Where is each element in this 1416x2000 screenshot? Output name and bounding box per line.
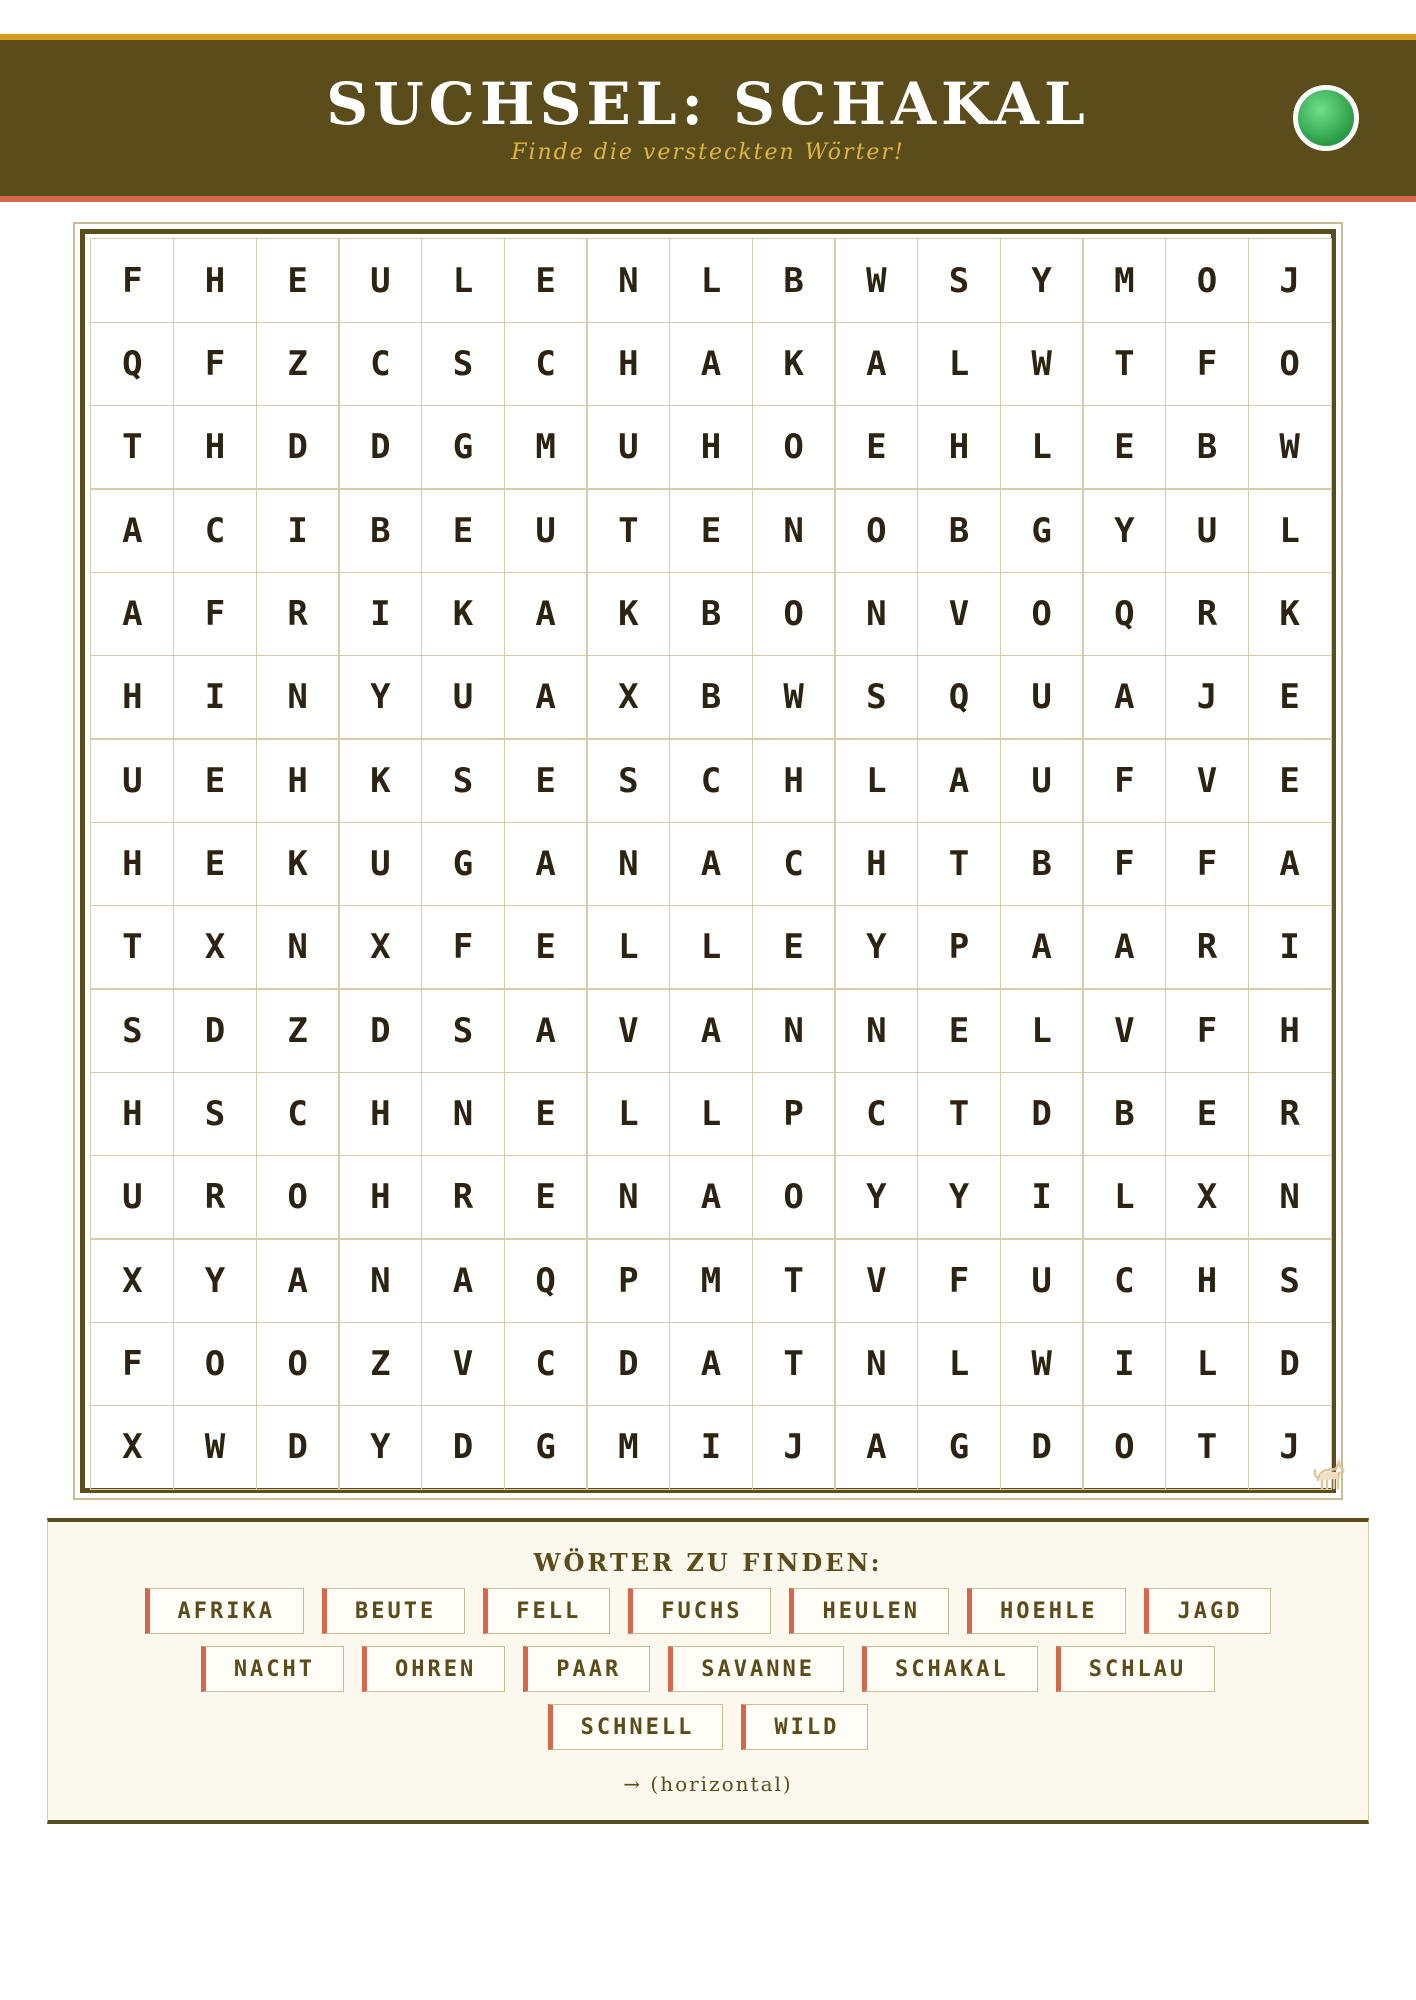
grid-cell[interactable]: O [1248, 322, 1332, 407]
grid-cell[interactable]: U [1000, 738, 1084, 823]
grid-cell[interactable]: I [1000, 1155, 1084, 1240]
grid-cell[interactable]: N [834, 988, 918, 1073]
grid-cell[interactable]: A [1000, 905, 1084, 990]
word-chip: SCHNELL [548, 1704, 724, 1750]
grid-cell[interactable]: Q [504, 1238, 588, 1323]
grid-cell[interactable]: H [90, 822, 174, 907]
grid-cell[interactable]: K [421, 572, 505, 657]
grid-cell[interactable]: N [586, 238, 670, 323]
grid-cell[interactable]: L [1000, 405, 1084, 490]
grid-cell[interactable]: R [1248, 1072, 1332, 1157]
word-chip: WILD [741, 1704, 868, 1750]
grid-cell[interactable]: A [421, 1238, 505, 1323]
grid-cell[interactable]: W [1000, 322, 1084, 407]
grid-cell[interactable]: I [1082, 1322, 1166, 1407]
grid-cell[interactable]: V [917, 572, 1001, 657]
grid-cell[interactable]: D [1000, 1072, 1084, 1157]
grid-cell[interactable]: L [669, 238, 753, 323]
grid-cell[interactable]: X [1165, 1155, 1249, 1240]
grid-cell[interactable]: B [917, 488, 1001, 573]
grid-cell[interactable]: D [1000, 1405, 1084, 1490]
grid-cell[interactable]: D [421, 1405, 505, 1490]
grid-cell[interactable]: Y [1000, 238, 1084, 323]
grid-cell[interactable]: H [338, 1072, 422, 1157]
grid-cell[interactable]: B [1000, 822, 1084, 907]
grid-cell[interactable]: D [1248, 1322, 1332, 1407]
grid-cell[interactable]: Y [173, 1238, 257, 1323]
grid-cell[interactable]: F [1165, 988, 1249, 1073]
grid-cell[interactable]: E [256, 238, 340, 323]
grid-cell[interactable]: S [1248, 1238, 1332, 1323]
grid-cell[interactable]: D [586, 1322, 670, 1407]
grid-cell[interactable]: J [1165, 655, 1249, 740]
grid-cell[interactable]: I [256, 488, 340, 573]
grid-cell[interactable]: M [504, 405, 588, 490]
grid-cell[interactable]: U [338, 822, 422, 907]
grid-cell[interactable]: B [669, 655, 753, 740]
word-chip: NACHT [201, 1646, 344, 1692]
grid-cell[interactable]: M [669, 1238, 753, 1323]
grid-cell[interactable]: S [586, 738, 670, 823]
grid-cell[interactable]: Y [338, 655, 422, 740]
grid-cell[interactable]: I [1248, 905, 1332, 990]
grid-cell[interactable]: T [752, 1238, 836, 1323]
word-chip: AFRIKA [145, 1588, 304, 1634]
grid-cell[interactable]: Q [90, 322, 174, 407]
grid-cell[interactable]: U [338, 238, 422, 323]
grid-cell[interactable]: S [421, 988, 505, 1073]
grid-cell[interactable]: L [1165, 1322, 1249, 1407]
grid-cell[interactable]: I [173, 655, 257, 740]
grid-cell[interactable]: D [256, 405, 340, 490]
grid-cell[interactable]: L [669, 1072, 753, 1157]
grid-cell[interactable]: E [1248, 655, 1332, 740]
grid-cell[interactable]: B [1082, 1072, 1166, 1157]
grid-cell[interactable]: J [1248, 1405, 1332, 1490]
grid-cell[interactable]: Z [256, 988, 340, 1073]
grid-cell[interactable]: K [338, 738, 422, 823]
grid-cell[interactable]: T [1082, 322, 1166, 407]
grid-cell[interactable]: G [421, 405, 505, 490]
grid-cell[interactable]: L [917, 322, 1001, 407]
word-chip: PAAR [523, 1646, 650, 1692]
grid-cell[interactable]: A [1082, 655, 1166, 740]
grid-cell[interactable]: N [834, 572, 918, 657]
grid-cell[interactable]: T [1165, 1405, 1249, 1490]
grid-cell[interactable]: T [586, 488, 670, 573]
grid-cell[interactable]: R [256, 572, 340, 657]
grid-cell[interactable]: N [752, 488, 836, 573]
grid-cell[interactable]: A [504, 988, 588, 1073]
grid-cell[interactable]: S [421, 738, 505, 823]
word-chip: JAGD [1144, 1588, 1271, 1634]
grid-cell[interactable]: E [504, 1155, 588, 1240]
grid-cell[interactable]: O [752, 572, 836, 657]
puzzle-frame [73, 222, 1343, 1500]
grid-cell[interactable]: E [1082, 405, 1166, 490]
word-chip: FELL [483, 1588, 610, 1634]
grid-cell[interactable]: S [834, 655, 918, 740]
grid-cell[interactable]: N [1248, 1155, 1332, 1240]
word-list-panel [47, 1518, 1369, 1824]
grid-cell[interactable]: D [338, 405, 422, 490]
grid-cell[interactable]: O [1082, 1405, 1166, 1490]
grid-cell[interactable]: D [256, 1405, 340, 1490]
grid-cell[interactable]: L [1082, 1155, 1166, 1240]
grid-cell[interactable]: H [90, 655, 174, 740]
grid-cell[interactable]: V [1082, 988, 1166, 1073]
grid-cell[interactable]: A [669, 822, 753, 907]
grid-cell[interactable]: Y [1082, 488, 1166, 573]
grid-cell[interactable]: E [917, 988, 1001, 1073]
grid-cell[interactable]: U [1165, 488, 1249, 573]
word-chip: SCHAKAL [862, 1646, 1038, 1692]
grid-cell[interactable]: B [752, 238, 836, 323]
grid-cell[interactable]: L [669, 905, 753, 990]
grid-cell[interactable]: O [173, 1322, 257, 1407]
grid-cell[interactable]: Y [834, 905, 918, 990]
word-chip: FUCHS [628, 1588, 771, 1634]
grid-cell[interactable]: A [669, 1155, 753, 1240]
word-chip: SAVANNE [668, 1646, 844, 1692]
grid-cell[interactable]: C [504, 322, 588, 407]
grid-cell[interactable]: Q [1082, 572, 1166, 657]
grid-cell[interactable]: X [173, 905, 257, 990]
grid-cell[interactable]: F [90, 238, 174, 323]
grid-cell[interactable]: H [338, 1155, 422, 1240]
grid-cell[interactable]: E [504, 738, 588, 823]
grid-cell[interactable]: W [1000, 1322, 1084, 1407]
grid-cell[interactable]: E [752, 905, 836, 990]
grid-cell[interactable]: W [752, 655, 836, 740]
grid-cell[interactable]: A [669, 322, 753, 407]
grid-cell[interactable]: W [173, 1405, 257, 1490]
word-chip: BEUTE [322, 1588, 465, 1634]
grid-cell[interactable]: A [504, 655, 588, 740]
grid-cell[interactable]: C [504, 1322, 588, 1407]
grid-cell[interactable]: R [173, 1155, 257, 1240]
grid-cell[interactable]: Z [338, 1322, 422, 1407]
grid-cell[interactable]: L [1248, 488, 1332, 573]
grid-cell[interactable]: K [752, 322, 836, 407]
grid-cell[interactable]: Y [338, 1405, 422, 1490]
grid-cell[interactable]: O [1165, 238, 1249, 323]
grid-cell[interactable]: F [917, 1238, 1001, 1323]
grid-cell[interactable]: M [1082, 238, 1166, 323]
grid-cell[interactable]: G [1000, 488, 1084, 573]
grid-cell[interactable]: B [1165, 405, 1249, 490]
grid-cell[interactable]: F [1165, 822, 1249, 907]
grid-cell[interactable]: I [338, 572, 422, 657]
grid-cell[interactable]: N [256, 905, 340, 990]
grid-cell[interactable]: C [752, 822, 836, 907]
grid-cell[interactable]: E [504, 905, 588, 990]
grid-cell[interactable]: A [504, 822, 588, 907]
grid-cell[interactable]: I [669, 1405, 753, 1490]
grid-cell[interactable]: L [421, 238, 505, 323]
grid-cell[interactable]: F [1082, 822, 1166, 907]
page-title: SUCHSEL: SCHAKAL [326, 70, 1090, 138]
grid-cell[interactable]: S [917, 238, 1001, 323]
grid-cell[interactable]: A [504, 572, 588, 657]
grid-cell[interactable]: U [1000, 1238, 1084, 1323]
grid-cell[interactable]: N [752, 988, 836, 1073]
grid-cell[interactable]: A [1248, 822, 1332, 907]
grid-cell[interactable]: C [1082, 1238, 1166, 1323]
grid-cell[interactable]: P [917, 905, 1001, 990]
grid-cell[interactable]: S [173, 1072, 257, 1157]
grid-cell[interactable]: N [586, 822, 670, 907]
grid-cell[interactable]: N [256, 655, 340, 740]
grid-cell[interactable]: A [90, 488, 174, 573]
grid-cell[interactable]: H [1248, 988, 1332, 1073]
green-circle-icon [1293, 85, 1359, 151]
grid-cell[interactable]: E [504, 1072, 588, 1157]
grid-cell[interactable]: R [1165, 572, 1249, 657]
grid-cell[interactable]: V [834, 1238, 918, 1323]
grid-cell[interactable]: P [752, 1072, 836, 1157]
grid-cell[interactable]: D [338, 988, 422, 1073]
grid-cell[interactable]: H [173, 238, 257, 323]
grid-cell[interactable]: H [586, 322, 670, 407]
grid-cell[interactable]: O [752, 405, 836, 490]
grid-cell[interactable]: T [752, 1322, 836, 1407]
grid-cell[interactable]: C [669, 738, 753, 823]
letter-grid [91, 239, 1331, 1489]
grid-cell[interactable]: F [1165, 322, 1249, 407]
puzzle-border [80, 229, 1336, 1493]
grid-cell[interactable]: M [586, 1405, 670, 1490]
grid-cell[interactable]: E [1248, 738, 1332, 823]
grid-cell[interactable]: V [586, 988, 670, 1073]
word-chip: HEULEN [789, 1588, 948, 1634]
direction-note: → (horizontal) [623, 1772, 793, 1796]
grid-cell[interactable]: L [1000, 988, 1084, 1073]
grid-cell[interactable]: K [256, 822, 340, 907]
grid-cell[interactable]: C [173, 488, 257, 573]
grid-cell[interactable]: U [586, 405, 670, 490]
grid-cell[interactable]: U [1000, 655, 1084, 740]
grid-cell[interactable]: U [90, 738, 174, 823]
grid-cell[interactable]: E [669, 488, 753, 573]
grid-cell[interactable]: A [1082, 905, 1166, 990]
grid-cell[interactable]: L [586, 1072, 670, 1157]
grid-cell[interactable]: T [917, 822, 1001, 907]
page-subtitle: Finde die versteckten Wörter! [511, 140, 905, 165]
grid-cell[interactable]: E [173, 738, 257, 823]
grid-cell[interactable]: N [421, 1072, 505, 1157]
grid-cell[interactable]: E [504, 238, 588, 323]
grid-cell[interactable]: L [586, 905, 670, 990]
jackal-icon [1310, 1452, 1350, 1492]
grid-cell[interactable]: D [173, 988, 257, 1073]
grid-cell[interactable]: T [90, 905, 174, 990]
grid-cell[interactable]: H [256, 738, 340, 823]
grid-cell[interactable]: A [834, 322, 918, 407]
grid-cell[interactable]: G [421, 822, 505, 907]
grid-cell[interactable]: O [256, 1322, 340, 1407]
grid-cell[interactable]: O [256, 1155, 340, 1240]
grid-cell[interactable]: W [834, 238, 918, 323]
grid-cell[interactable]: E [1165, 1072, 1249, 1157]
word-row [48, 1704, 1368, 1750]
word-list-heading: WÖRTER ZU FINDEN: [533, 1548, 883, 1577]
grid-cell[interactable]: H [669, 405, 753, 490]
grid-cell[interactable]: F [173, 322, 257, 407]
grid-cell[interactable]: P [586, 1238, 670, 1323]
grid-cell[interactable]: K [1248, 572, 1332, 657]
grid-cell[interactable]: H [173, 405, 257, 490]
word-row [48, 1646, 1368, 1692]
grid-cell[interactable]: N [834, 1322, 918, 1407]
grid-cell[interactable]: H [90, 1072, 174, 1157]
grid-cell[interactable]: A [90, 572, 174, 657]
grid-cell[interactable]: B [669, 572, 753, 657]
grid-cell[interactable]: E [834, 405, 918, 490]
grid-cell[interactable]: A [669, 1322, 753, 1407]
grid-cell[interactable]: C [256, 1072, 340, 1157]
grid-cell[interactable]: U [504, 488, 588, 573]
grid-cell[interactable]: A [669, 988, 753, 1073]
header-banner [0, 34, 1416, 202]
grid-cell[interactable]: T [917, 1072, 1001, 1157]
word-row [48, 1588, 1368, 1634]
grid-cell[interactable]: O [834, 488, 918, 573]
grid-cell[interactable]: S [90, 988, 174, 1073]
grid-cell[interactable]: F [421, 905, 505, 990]
grid-cell[interactable]: W [1248, 405, 1332, 490]
grid-cell[interactable]: X [338, 905, 422, 990]
grid-cell[interactable]: O [752, 1155, 836, 1240]
grid-cell[interactable]: X [90, 1405, 174, 1490]
grid-cell[interactable]: V [1165, 738, 1249, 823]
grid-cell[interactable]: T [90, 405, 174, 490]
word-chip: SCHLAU [1056, 1646, 1215, 1692]
grid-cell[interactable]: H [917, 405, 1001, 490]
grid-cell[interactable]: E [421, 488, 505, 573]
grid-cell[interactable]: C [834, 1072, 918, 1157]
grid-cell[interactable]: R [421, 1155, 505, 1240]
grid-cell[interactable]: O [1000, 572, 1084, 657]
grid-cell[interactable]: F [1082, 738, 1166, 823]
grid-cell[interactable]: G [917, 1405, 1001, 1490]
grid-cell[interactable]: H [752, 738, 836, 823]
grid-cell[interactable]: Y [917, 1155, 1001, 1240]
grid-cell[interactable]: N [338, 1238, 422, 1323]
grid-cell[interactable]: Z [256, 322, 340, 407]
grid-cell[interactable]: G [504, 1405, 588, 1490]
grid-cell[interactable]: C [338, 322, 422, 407]
grid-cell[interactable]: H [1165, 1238, 1249, 1323]
grid-cell[interactable]: L [917, 1322, 1001, 1407]
grid-cell[interactable]: J [1248, 238, 1332, 323]
grid-cell[interactable]: N [586, 1155, 670, 1240]
grid-cell[interactable]: F [90, 1322, 174, 1407]
grid-cell[interactable]: U [90, 1155, 174, 1240]
grid-cell[interactable]: H [834, 822, 918, 907]
grid-cell[interactable]: J [752, 1405, 836, 1490]
grid-cell[interactable]: U [421, 655, 505, 740]
word-list [48, 1588, 1368, 1762]
grid-cell[interactable]: A [256, 1238, 340, 1323]
grid-cell[interactable]: X [90, 1238, 174, 1323]
grid-cell[interactable]: V [421, 1322, 505, 1407]
grid-cell[interactable]: E [173, 822, 257, 907]
grid-cell[interactable]: A [834, 1405, 918, 1490]
grid-cell[interactable]: S [421, 322, 505, 407]
grid-cell[interactable]: Y [834, 1155, 918, 1240]
grid-cell[interactable]: R [1165, 905, 1249, 990]
grid-cell[interactable]: L [834, 738, 918, 823]
grid-cell[interactable]: B [338, 488, 422, 573]
word-chip: HOEHLE [967, 1588, 1126, 1634]
grid-cell[interactable]: F [173, 572, 257, 657]
grid-cell[interactable]: Q [917, 655, 1001, 740]
word-chip: OHREN [362, 1646, 505, 1692]
grid-cell[interactable]: K [586, 572, 670, 657]
grid-cell[interactable]: X [586, 655, 670, 740]
grid-cell[interactable]: A [917, 738, 1001, 823]
